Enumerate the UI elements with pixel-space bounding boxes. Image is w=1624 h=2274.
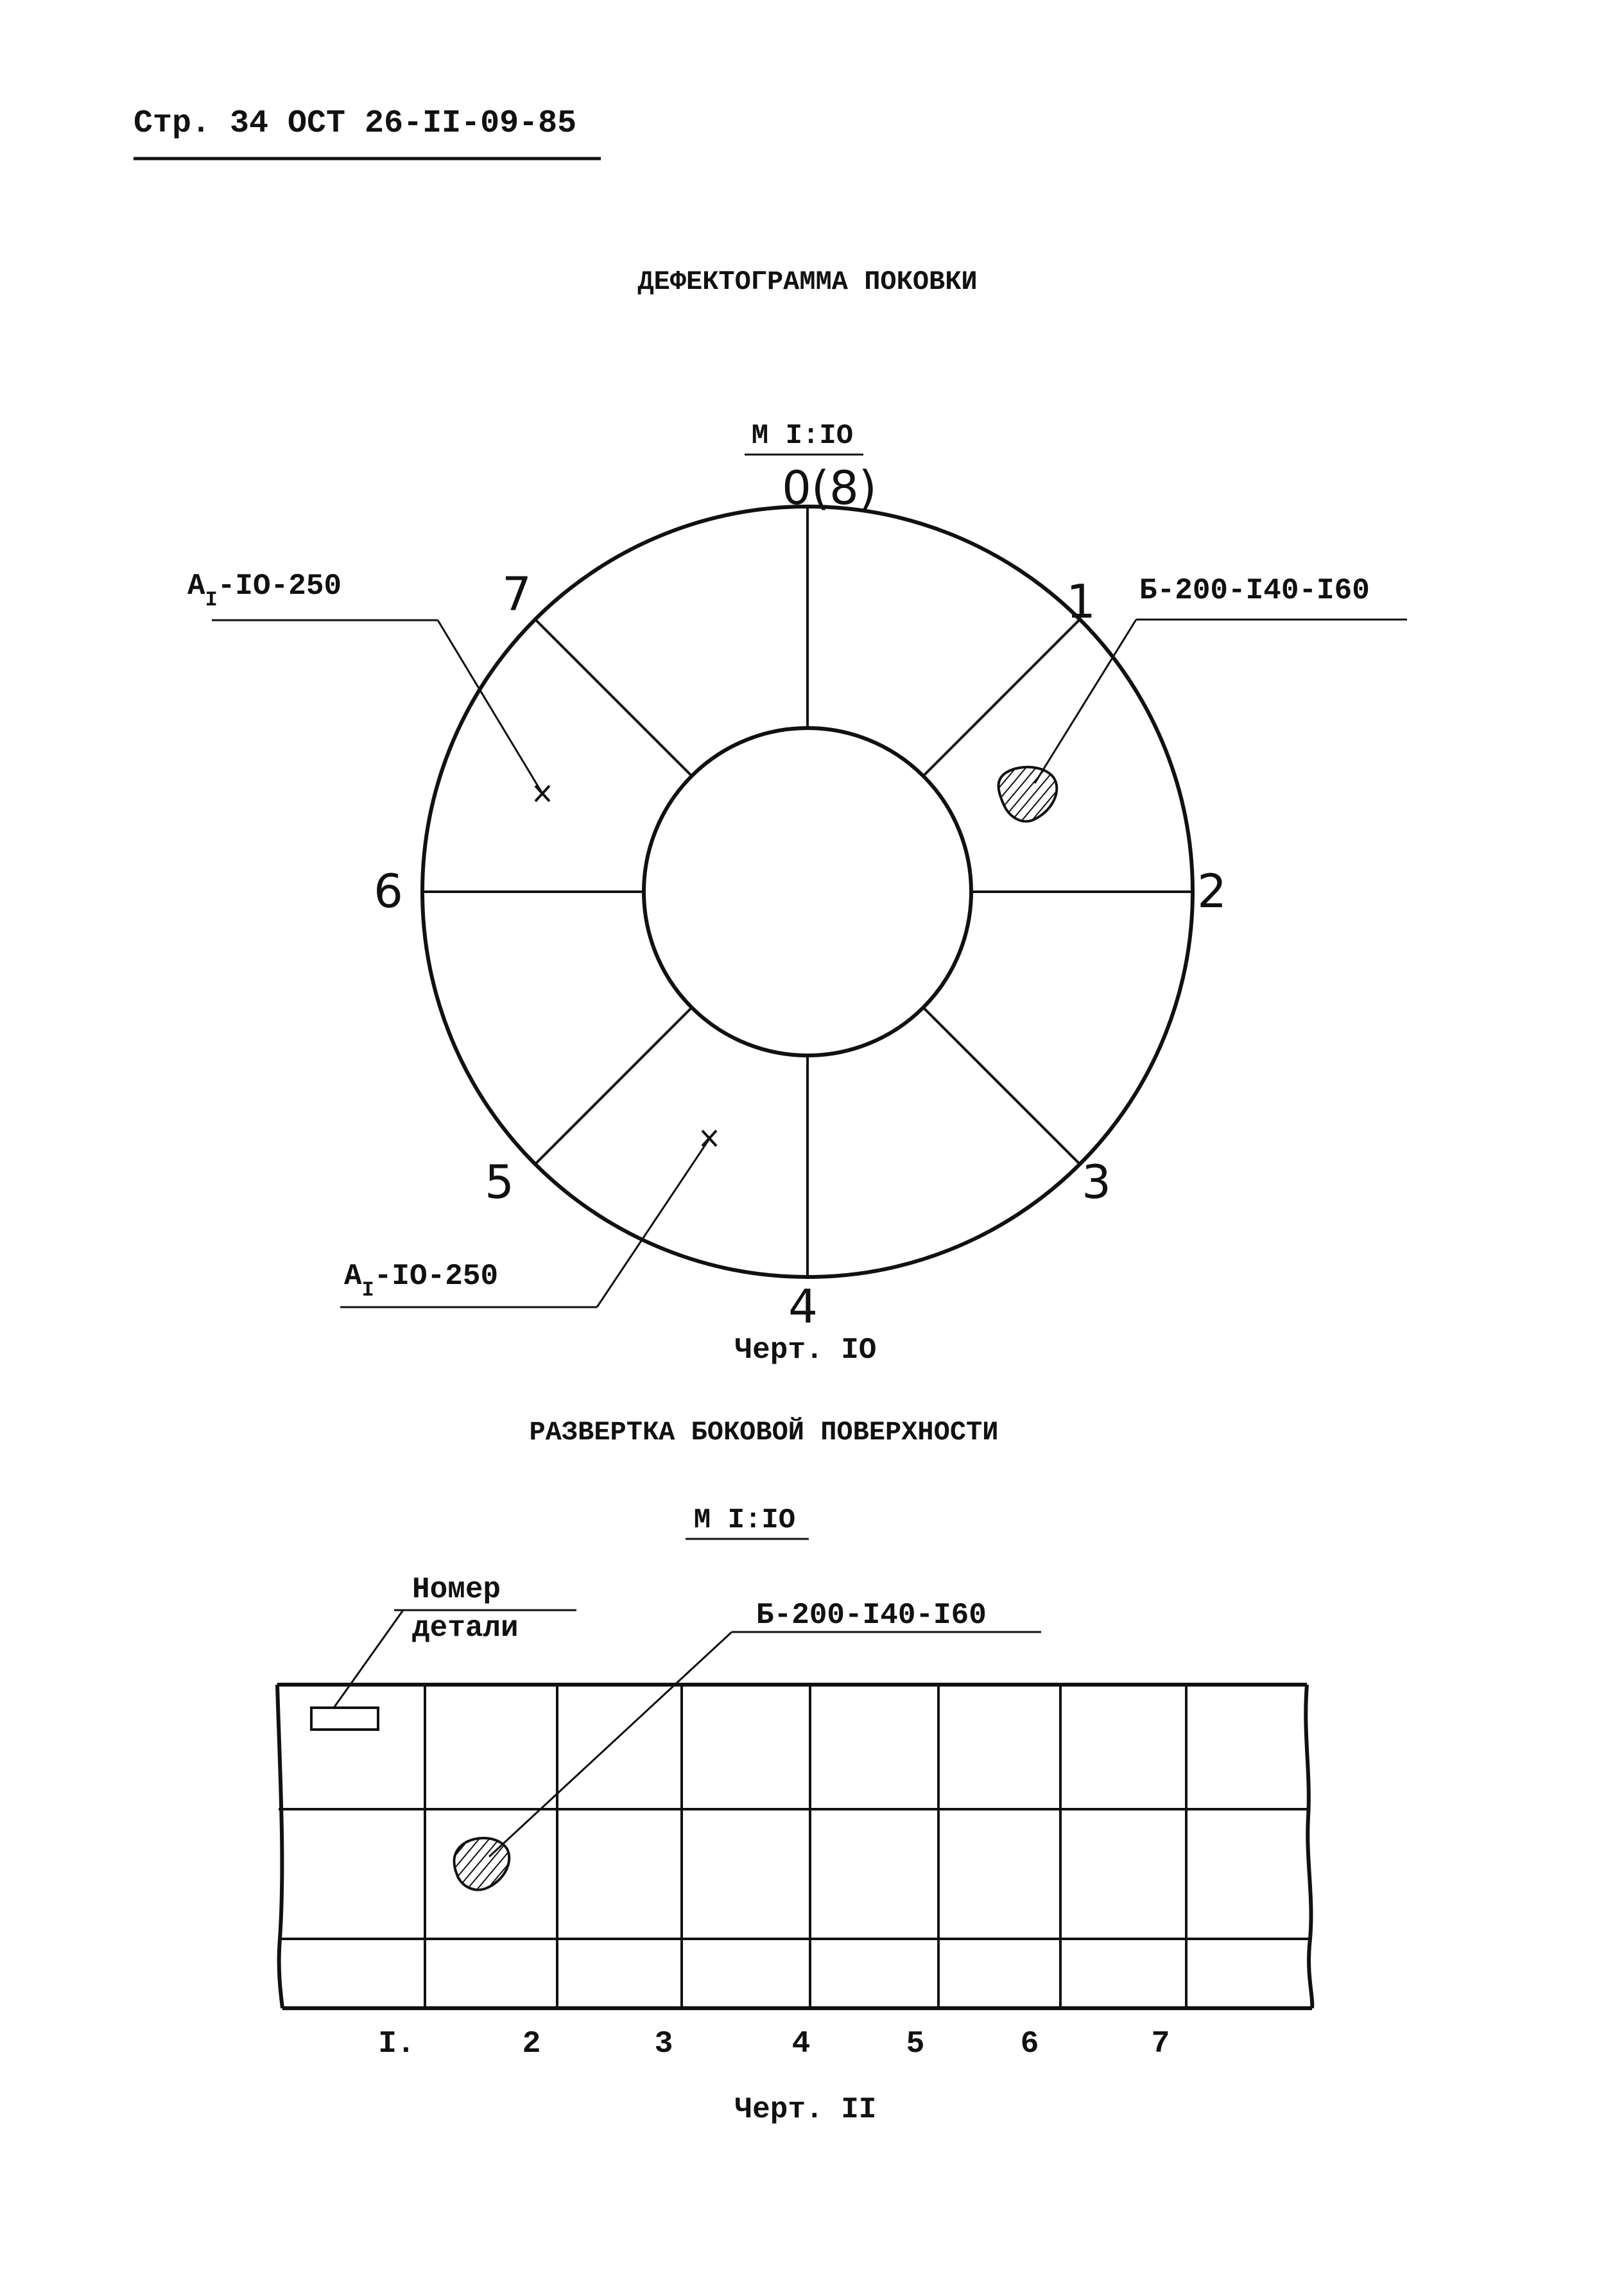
figure11-caption: Черт. II [734, 2093, 877, 2126]
defect-area-ring [999, 767, 1057, 822]
sector-divider-3 [923, 1007, 1080, 1164]
figure10-scale: М I:IO [751, 420, 854, 452]
grid-left-edge [277, 1685, 282, 2008]
defect-leader-unrolled [489, 1632, 732, 1857]
column-label-6: 6 [1020, 2027, 1039, 2061]
sector-label-5: 5 [485, 1155, 514, 1209]
sector-divider-5 [535, 1007, 692, 1164]
column-label-3: 3 [654, 2027, 673, 2061]
point-defect-marker-lower [702, 1131, 716, 1146]
inner-circle [644, 728, 971, 1055]
figure11-title: РАЗВЕРТКА БОКОВОЙ ПОВЕРХНОСТИ [529, 1417, 999, 1448]
unrolled-surface-grid [277, 1685, 1312, 2008]
sector-label-7: 7 [502, 567, 531, 621]
column-label-2: 2 [522, 2027, 541, 2061]
defect-label-ring: Б-200-I40-I60 [1139, 574, 1370, 607]
column-label-7: 7 [1151, 2027, 1170, 2061]
column-label-5: 5 [906, 2027, 925, 2061]
sector-label-3: 3 [1082, 1155, 1111, 1209]
part-number-box [311, 1708, 378, 1730]
sector-label-2: 2 [1197, 864, 1227, 918]
column-label-1: I. [378, 2027, 415, 2061]
defect-leader-ring [1035, 620, 1136, 783]
defect-area-unrolled [454, 1838, 509, 1890]
figure11-scale: М I:IO [693, 1504, 796, 1536]
point-label-upper: $A_I-IO-250$ [187, 569, 342, 612]
point-label-lower: $A_I-IO-250$ [344, 1260, 499, 1302]
grid-right-edge [1306, 1685, 1312, 2008]
sector-label-4: 4 [788, 1280, 818, 1333]
figure10-title: ДЕФЕКТОГРАММА ПОКОВКИ [637, 266, 978, 297]
part-number-leader [334, 1610, 403, 1708]
sector-divider-1 [923, 620, 1080, 776]
point-leader-upper [438, 620, 542, 794]
column-label-4: 4 [791, 2027, 811, 2061]
sector-divider-7 [535, 620, 692, 776]
sector-label-1: 1 [1066, 575, 1096, 629]
part-number-label-line2: детали [412, 1611, 519, 1645]
defect-label-unrolled: Б-200-I40-I60 [756, 1599, 987, 1632]
sector-label-6: 6 [374, 864, 403, 918]
figure10-caption: Черт. IO [734, 1333, 877, 1367]
sector-label-0: 0(8) [782, 461, 877, 515]
part-number-label-line1: Номер [412, 1573, 501, 1606]
page-header: Стр. 34 ОСТ 26-II-09-85 [134, 105, 577, 142]
